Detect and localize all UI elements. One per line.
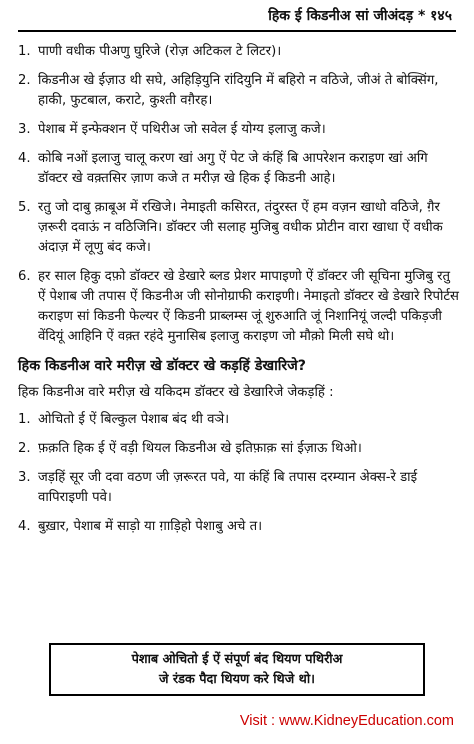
item-number: 1. <box>18 412 31 427</box>
list-item <box>18 42 460 62</box>
item-text: जड़हिं सूर जी दवा वठण जी ज़रूरत पवे, या कंहिं बि तपास दरम्यान अेक्स-रे डाई वापिराइणी पवे। <box>38 470 418 505</box>
list-item <box>18 267 460 347</box>
item-number: 2. <box>18 441 31 456</box>
item-text: हर साल हिकु दफ़ो डॉक्टर खे डेखारे ब्लड प्रेशर मापाइणो ऐं डॉक्टर जी सूचिना मुजिबु रतु ऐं पेशाब जी तपास ऐं किडनीअ जी सोनोग्राफी कराइणी। नेमाइतो डॉक्टर खे डेखारे रिपोर्टस कराइण सां किडनी फेल्यर ऐं किडनी प्राब्लम्स जूं शुरुआति जूं निशानियूं जल्दी पकिड़जी वेंदियूं आहिनि ऐं वक़्त रहंदे मुनासिब इलाजु कराइण जो मौक़ो मिली सघे थो। <box>38 269 459 344</box>
website-footer: Visit : www.KidneyEducation.com <box>239 713 454 729</box>
list-item <box>18 120 460 140</box>
header-rule <box>18 30 456 32</box>
item-text: कोबि नओं इलाजु चालू करण खां अगु ऐं पेट जे कंहिं बि आपरेशन कराइण खां अगि डॉक्टर खे वक़्तसिर ज़ाण कजे त मरीज़ खे हिक ई किडनी आहे। <box>38 151 428 186</box>
precautions-list <box>18 42 460 347</box>
item-text: फ़क़ति हिक ई ऐं वड़ी थियल किडनीअ खे इतिफ़ाक़ सां ईज़ाऊ थिओ। <box>38 441 362 456</box>
note-line: पेशाब ओचितो ई ऐं संपूर्ण बंद थियण पथिरीअ <box>131 652 343 667</box>
list-item <box>18 517 460 537</box>
item-number: 4. <box>18 151 31 166</box>
item-number: 3. <box>18 122 31 137</box>
item-text: ओचितो ई ऐं बिल्कुल पेशाब बंद थी वञे। <box>38 412 230 427</box>
item-number: 6. <box>18 269 31 284</box>
list-item <box>18 410 460 430</box>
item-number: 3. <box>18 470 31 485</box>
note-box <box>49 643 425 696</box>
list-item <box>18 149 460 189</box>
list-item <box>18 439 460 459</box>
running-header: हिक ई किडनीअ सां जीअंदड़ * १४५ <box>268 8 452 24</box>
section-intro: हिक किडनीअ वारे मरीज़ खे यकिदम डॉक्टर खे डेखारिजे जेकड़हिं : <box>18 385 334 400</box>
item-number: 2. <box>18 73 31 88</box>
item-text: किडनीअ खे ईज़ाउ थी सघे, अहिड़ियुनि रांदियुनि में बहिरो न वठिजे, जीअं ते बोक्सिंग, हाकी, फुटबाल, कराटे, कुश्ती वग़ैरह। <box>38 73 439 108</box>
note-line: जे रंडक पैदा थियण करे थिजे थो। <box>158 672 316 687</box>
page-content <box>18 42 460 546</box>
item-number: 4. <box>18 519 31 534</box>
list-item <box>18 198 460 258</box>
warning-signs-list <box>18 410 460 537</box>
item-text: पाणी वधीक पीअणु घुरिजे (रोज़ अटिकल टे लिटर)। <box>38 44 282 59</box>
list-item <box>18 468 460 508</box>
item-number: 1. <box>18 44 31 59</box>
item-text: बुख़ार, पेशाब में साड़ो या ग़ाड़िहो पेशाबु अचे त। <box>38 519 263 534</box>
item-number: 5. <box>18 200 31 215</box>
item-text: रतु जो दाबु क़ाबूअ में रखिजे। नेमाइती कसिरत, तंदुरस्त ऐं हम वज़न खाधो वठिजे, ग़ैर ज़रूरी दवाऊं न वठिजिनि। डॉक्टर जी सलाह मुजिबु वधीक प्रोटीन वारा खाधा ऐं वधीक अंदाज़ में लूणु बंद कजे। <box>38 200 443 255</box>
item-text: पेशाब में इन्फेक्शन ऐं पथिरीअ जो सवेल ई योग्य इलाजु कजे। <box>38 122 326 137</box>
list-item <box>18 71 460 111</box>
section-heading: हिक किडनीअ वारे मरीज़ खे डॉक्टर खे कड़हिं डेखारिजे? <box>18 358 306 374</box>
